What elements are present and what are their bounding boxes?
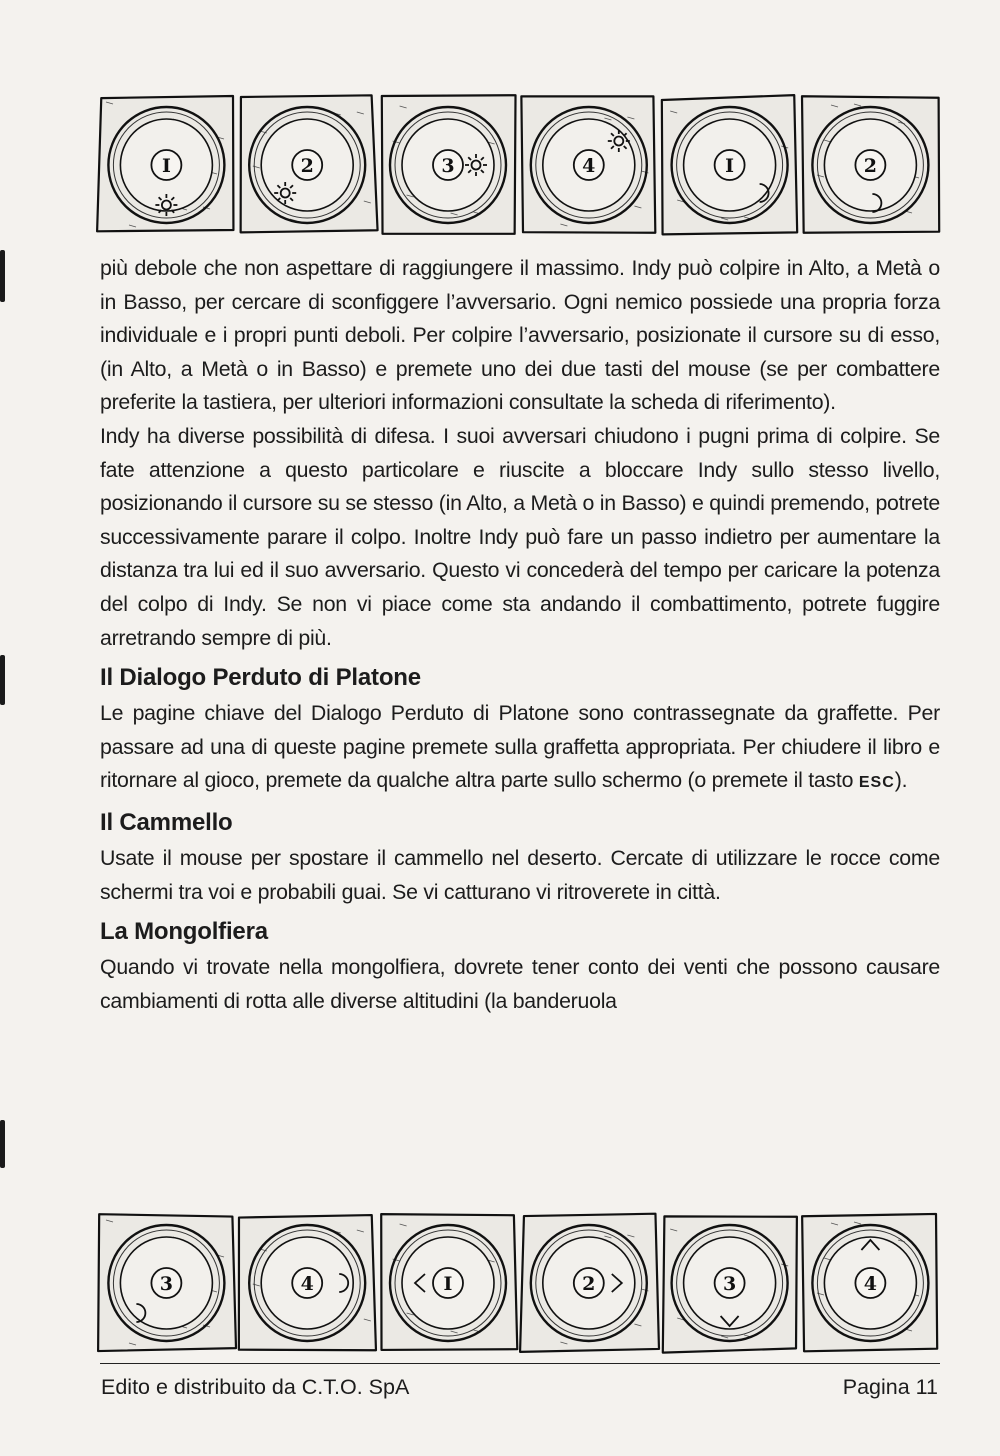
stone-tile	[802, 96, 939, 233]
binding-mark	[0, 250, 5, 302]
binding-mark	[0, 655, 5, 705]
tile-numeral: I	[161, 155, 171, 177]
stone-tile	[802, 1214, 937, 1351]
stone-tile	[98, 1214, 236, 1351]
stone-tile	[663, 1216, 797, 1352]
stone-tile	[241, 95, 378, 232]
paragraph: più debole che non aspettare di raggiungere il massimo. Indy può colpire in Alto, a Metà o in Basso, per cercare di sconfiggere l’avversario. Ogni nemico possiede una propria forza individuale e i propri punti deboli. Per colpire l’avversario, posizionate il cursore su di esso, (in Alto, a Metà o in Basso) e premete uno dei due tasti del mouse (se per combattere preferite la tastiera, per ulteriori informazioni consultate la scheda di riferimento).	[100, 256, 940, 415]
stone-tiles-bottom-graphic	[96, 1212, 941, 1354]
footer-divider	[100, 1363, 940, 1364]
section-heading-mongolfiera: La Mongolfiera	[100, 918, 268, 946]
tile-numeral: 4	[863, 1273, 878, 1295]
stone-tile	[520, 1214, 659, 1352]
stone-tile	[382, 95, 516, 234]
paragraph: Quando vi trovate nella mongolfiera, dovrete tener conto dei venti che possono causare cambiamenti di rotta alle diverse altitudini (la banderuola	[100, 955, 940, 1013]
stone-tile	[521, 96, 655, 232]
footer-publisher: Edito e distribuito da C.T.O. SpA	[101, 1375, 410, 1399]
esc-key-label: ESC	[858, 774, 895, 792]
stone-tile	[662, 95, 797, 234]
tile-numeral: I	[443, 1273, 453, 1295]
tile-numeral: I	[725, 155, 735, 177]
body-text	[100, 252, 940, 1018]
binding-mark	[0, 1120, 5, 1168]
stone-tiles-top	[96, 94, 941, 236]
tile-numeral: 3	[722, 1273, 737, 1295]
stone-tiles-top-graphic	[96, 94, 941, 236]
tile-numeral: 4	[582, 155, 596, 177]
paragraph: Usate il mouse per spostare il cammello nel deserto. Cercate di utilizzare le rocce come schermi tra voi e probabili guai. Se vi catturano vi ritroverete in città.	[100, 845, 940, 904]
paragraph-text: ).	[894, 768, 908, 793]
paragraph: Indy ha diverse possibilità di difesa. I suoi avversari chiudono i pugni prima di colpire. Se fate attenzione a questo particolare e riuscite a bloccare Indy sullo stesso livello, posizionando il cursore su se stesso (in Alto, a Metà o in Basso) e quindi premendo, potrete successivamente parare il colpo. Inoltre Indy può fare un passo indietro per aumentare la distanza tra lui ed il suo avversario. Questo vi concederà del tempo per caricare la potenza del colpo di Indy. Se non vi piace come sta andando il combattimento, potrete fuggire arretrando sempre di più.	[100, 423, 941, 650]
stone-tile	[381, 1214, 517, 1350]
tile-numeral: 3	[159, 1273, 174, 1295]
stone-tiles-bottom	[96, 1212, 941, 1354]
tile-numeral: 2	[582, 1273, 596, 1295]
stone-tile	[97, 96, 233, 231]
tile-numeral: 2	[300, 155, 314, 177]
paragraph-text: Le pagine chiave del Dialogo Perduto di Platone sono contrassegnate da graffette. Per passare ad una di queste pagine premete sulla graffetta appropriata. Per chiudere il libro e ritornare al gioco, premete da qualche altra parte sullo schermo (o premete il tasto	[100, 701, 940, 793]
paragraph	[100, 697, 940, 800]
section-heading-dialogo: Il Dialogo Perduto di Platone	[100, 664, 421, 692]
tile-numeral: 3	[441, 155, 455, 177]
tile-numeral: 2	[863, 155, 878, 177]
stone-tile	[239, 1215, 376, 1350]
page-number: Pagina 11	[842, 1375, 938, 1399]
section-heading-cammello: Il Cammello	[100, 808, 233, 836]
tile-numeral: 4	[300, 1273, 314, 1295]
